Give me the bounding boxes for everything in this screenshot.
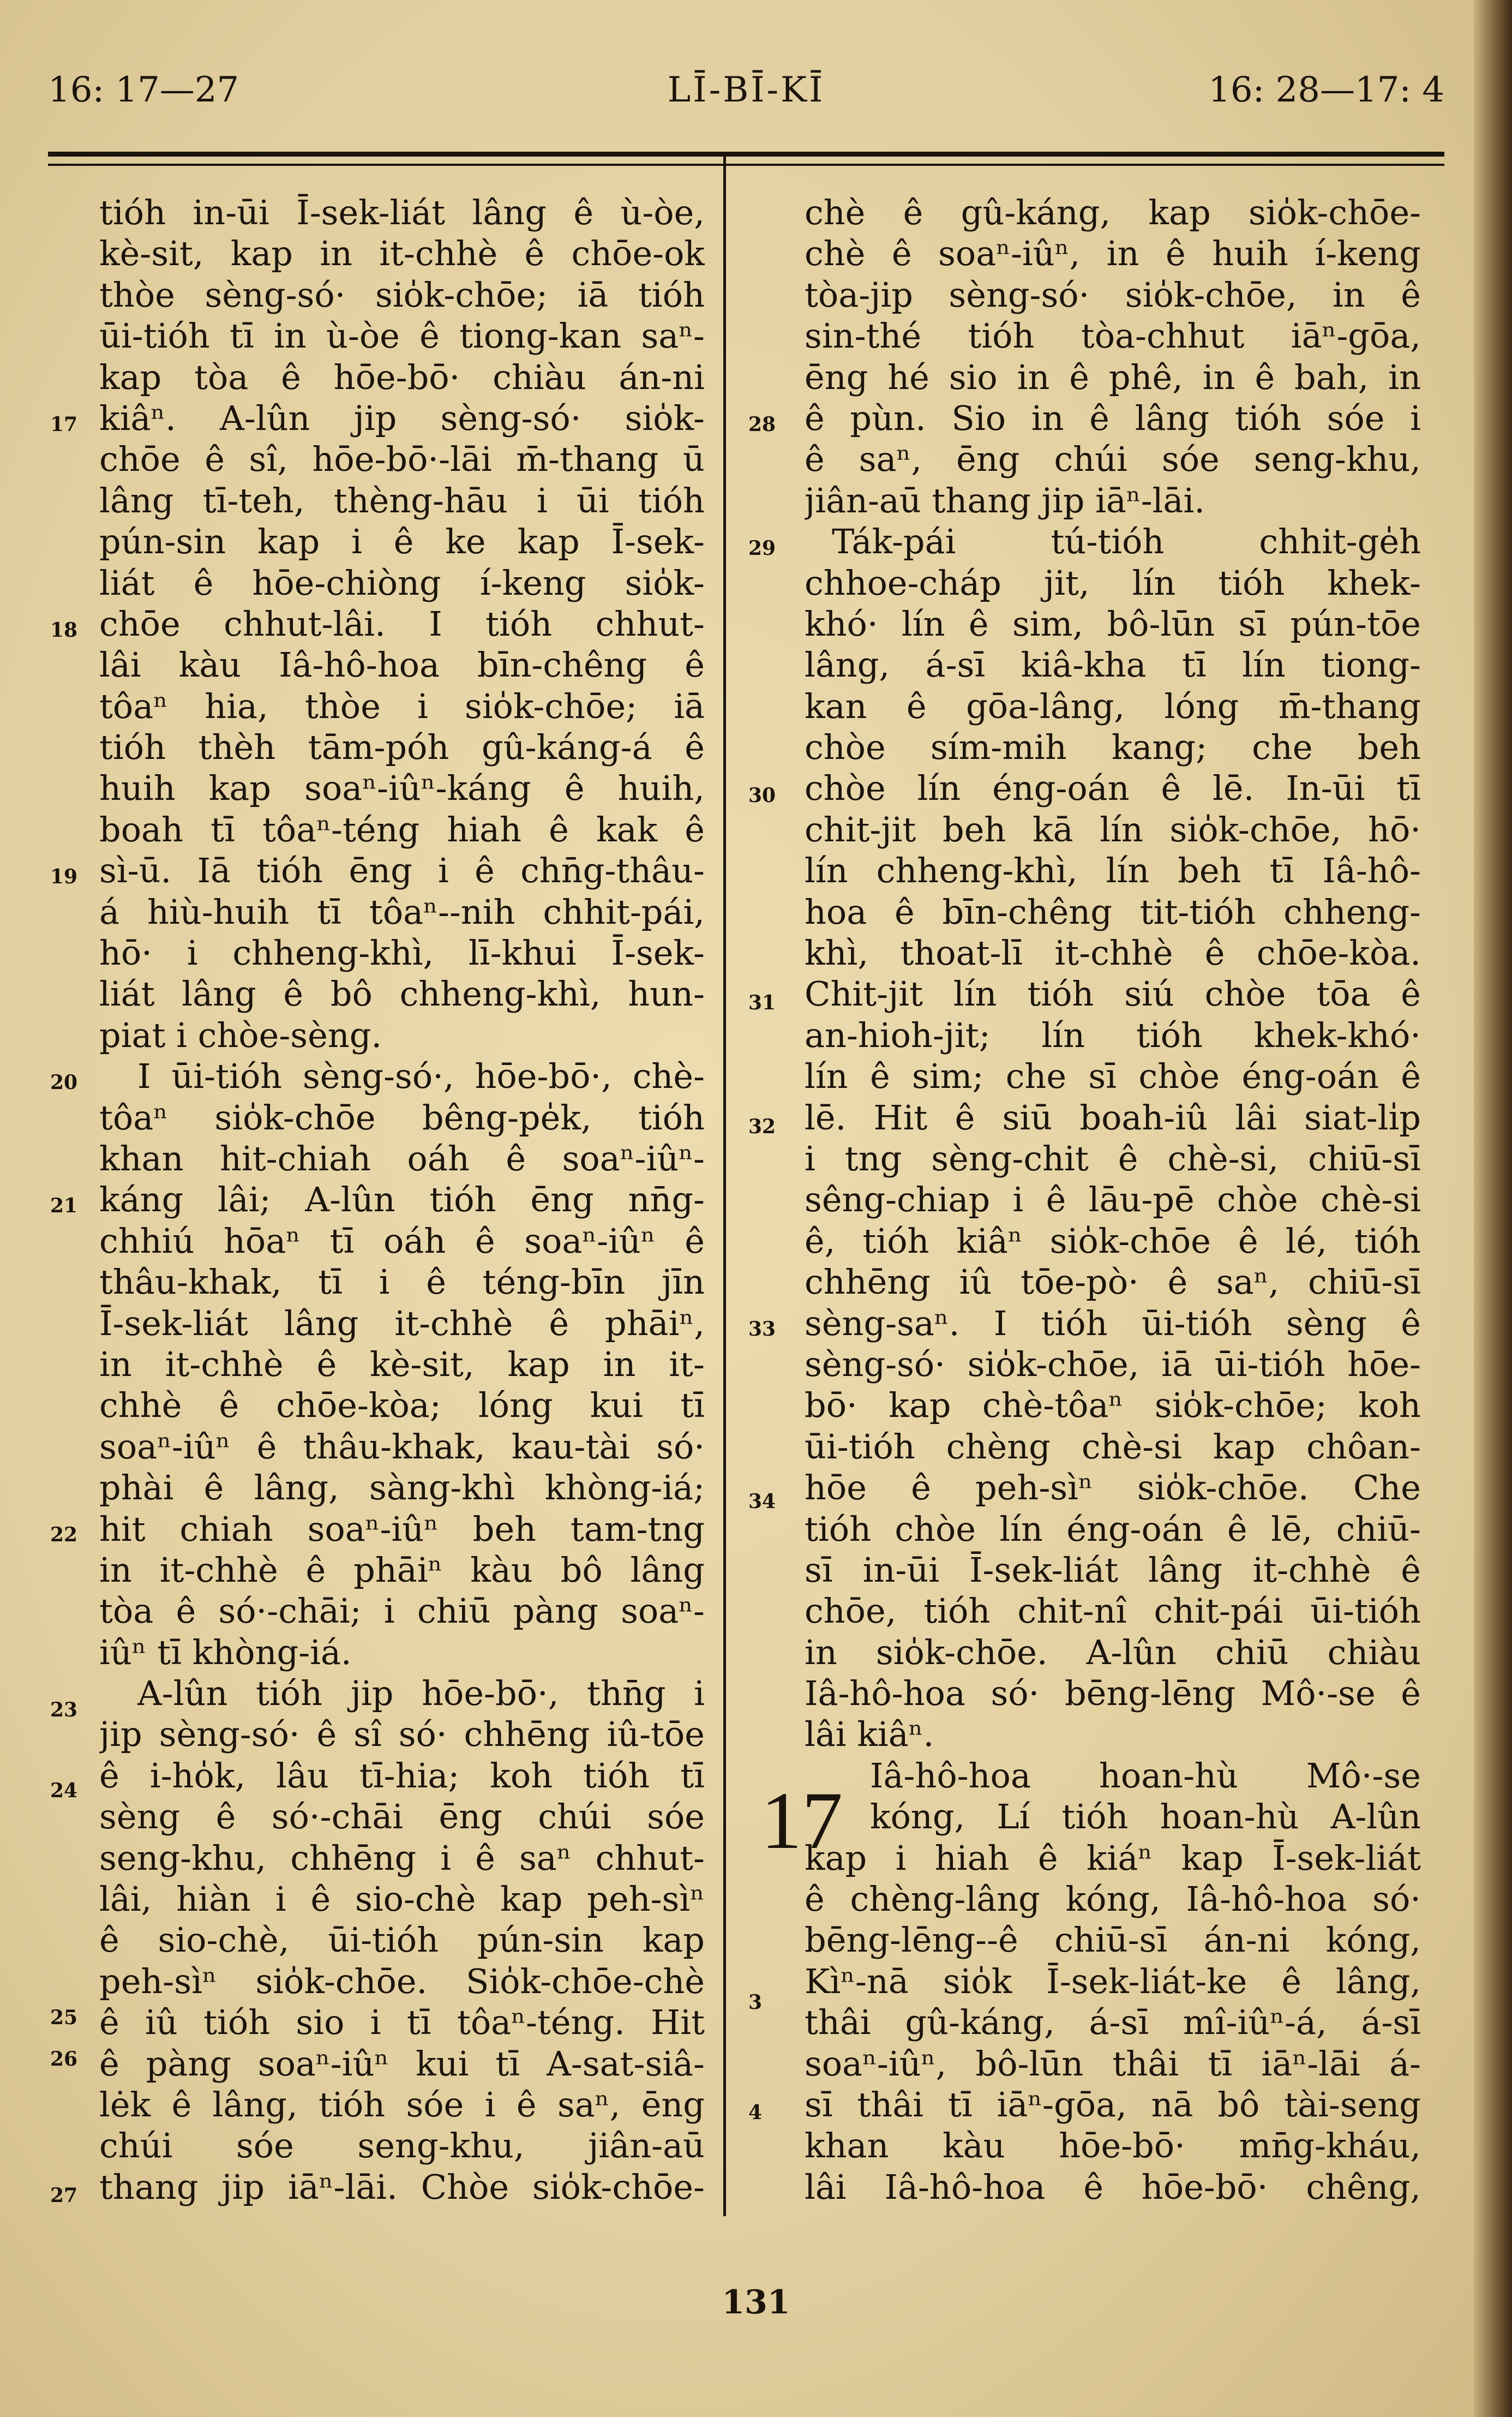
text-line: kap tòa ê hōe-bō· chiàu án-ni <box>99 357 705 397</box>
column-divider <box>723 154 726 2216</box>
verse-number: 31 <box>748 991 776 1014</box>
text-line: ê, tióh kiâⁿ sio̍k-chōe ê lé, tióh <box>805 1221 1421 1261</box>
text-line: lâi kàu Iâ-hô-hoa bīn-chêng ê <box>99 645 705 685</box>
text-line: khì, thoat-lī it-chhè ê chōe-kòa. <box>805 933 1421 973</box>
text-line: in it-chhè ê kè-sit, kap in it- <box>99 1344 705 1384</box>
text-line: ēng hé sio in ê phê, in ê bah, in <box>805 357 1421 397</box>
verse-number: 4 <box>748 2101 763 2124</box>
text-line: ūi-tióh chèng chè-si kap chôan- <box>805 1426 1421 1467</box>
text-line: lâng tī-teh, thèng-hāu i ūi tióh <box>99 480 705 521</box>
verse-number: 25 <box>50 2006 78 2029</box>
text-line: boah tī tôaⁿ-téng hiah ê kak ê <box>99 809 705 849</box>
text-line: ê chèng-lâng kóng, Iâ-hô-hoa só· <box>805 1879 1421 1919</box>
text-line: ê sio-chè, ūi-tióh pún-sin kap <box>99 1920 705 1960</box>
text-line: á hiù-huih tī tôaⁿ--nih chhit-pái, <box>99 892 705 932</box>
text-line: in sio̍k-chōe. A-lûn chiū chiàu <box>805 1632 1421 1672</box>
verse-number: 27 <box>50 2184 78 2207</box>
text-line: phài ê lâng, sàng-khì khòng-iá; <box>99 1468 705 1508</box>
text-line: thâu-khak, tī i ê téng-bīn jīn <box>99 1262 705 1302</box>
text-line: thang jip iāⁿ-lāi. Chòe sio̍k-chōe- <box>99 2167 705 2207</box>
text-line: kiâⁿ. A-lûn jip sèng-só· sio̍k- <box>99 398 705 438</box>
text-line: liát lâng ê bô chheng-khì, hun- <box>99 974 705 1014</box>
text-line: káng lâi; A-lûn tióh ēng nn̄g- <box>99 1180 705 1220</box>
text-line: Iâ-hô-hoa só· bēng-lēng Mô·-se ê <box>805 1673 1421 1714</box>
text-line: sī thâi tī iāⁿ-gōa, nā bô tài-seng <box>805 2084 1421 2125</box>
text-line: chhè ê chōe-kòa; lóng kui tī <box>99 1385 705 1426</box>
text-line: hoa ê bīn-chêng tit-tióh chheng- <box>805 892 1421 932</box>
text-line: tióh thèh tām-póh gû-káng-á ê <box>99 727 705 768</box>
text-line: soaⁿ-iûⁿ, bô-lūn thâi tī iāⁿ-lāi á- <box>805 2043 1421 2084</box>
text-line: lėk ê lâng, tióh sóe i ê saⁿ, ēng <box>99 2084 705 2125</box>
text-line: ūi-tióh tī in ù-òe ê tiong-kan saⁿ- <box>99 316 705 356</box>
text-line: chúi sóe seng-khu, jiân-aū <box>99 2126 705 2166</box>
verse-number: 22 <box>50 1523 78 1546</box>
text-line: seng-khu, chhēng i ê saⁿ chhut- <box>99 1838 705 1878</box>
text-line: ê pàng soaⁿ-iûⁿ kui tī A-sat-siâ- <box>99 2043 705 2084</box>
text-line: thòe sèng-só· sio̍k-chōe; iā tióh <box>99 274 705 315</box>
header-rule-thin <box>48 164 1444 166</box>
text-line: tòa-jip sèng-só· sio̍k-chōe, in ê <box>805 274 1421 315</box>
text-line: in it-chhè ê phāiⁿ kàu bô lâng <box>99 1549 705 1590</box>
text-line: chòe sím-mih kang; che beh <box>805 727 1421 768</box>
text-line: lín chheng-khì, lín beh tī Iâ-hô- <box>805 851 1421 891</box>
text-line: hō· i chheng-khì, lī-khui Ī-sek- <box>99 933 705 973</box>
right-text-column <box>805 192 1421 2222</box>
text-line: ê saⁿ, ēng chúi sóe seng-khu, <box>805 439 1421 480</box>
text-line: lín ê sim; che sī chòe éng-oán ê <box>805 1056 1421 1097</box>
running-header <box>48 65 1444 115</box>
header-book-title: LĪ-BĪ-KĪ <box>667 70 825 110</box>
text-line: Ī-sek-liát lâng it-chhè ê phāiⁿ, <box>99 1303 705 1343</box>
text-line: thâi gû-káng, á-sī mî-iûⁿ-á, á-sī <box>805 2002 1421 2043</box>
text-line: sêng-chiap i ê lāu-pē chòe chè-si <box>805 1180 1421 1220</box>
text-line: tióh chòe lín éng-oán ê lē, chiū- <box>805 1509 1421 1549</box>
text-line: sin-thé tióh tòa-chhut iāⁿ-gōa, <box>805 316 1421 356</box>
text-line: kè-sit, kap in it-chhè ê chōe-ok <box>99 234 705 274</box>
text-line: hōe ê peh-sìⁿ sio̍k-chōe. Che <box>805 1468 1421 1508</box>
text-line: Iâ-hô-hoa hoan-hù Mô·-se <box>870 1755 1421 1796</box>
verse-number: 29 <box>748 537 776 560</box>
left-text-column <box>99 192 705 2222</box>
verse-number: 23 <box>50 1698 78 1721</box>
verse-number: 30 <box>748 784 776 807</box>
text-line: huih kap soaⁿ-iûⁿ-káng ê huih, <box>99 768 705 809</box>
text-line: ê i-ho̍k, lâu tī-hia; koh tióh tī <box>99 1755 705 1796</box>
text-line: tôaⁿ sio̍k-chōe bêng-pe̍k, tióh <box>99 1097 705 1138</box>
header-rule-thick <box>48 152 1444 157</box>
text-line: lâi Iâ-hô-hoa ê hōe-bō· chêng, <box>805 2167 1421 2207</box>
chapter-number: 17 <box>761 1775 843 1866</box>
text-line: tióh in-ūi Ī-sek-liát lâng ê ù-òe, <box>99 193 705 232</box>
text-line: chit-jit beh kā lín sio̍k-chōe, hō· <box>805 809 1421 849</box>
text-line: ê pùn. Sio in ê lâng tióh sóe i <box>805 398 1421 438</box>
text-line: chòe lín éng-oán ê lē. In-ūi tī <box>805 768 1421 809</box>
text-line: chè ê gû-káng, kap sio̍k-chōe- <box>805 193 1421 232</box>
text-line: chōe, tióh chit-nî chit-pái ūi-tióh <box>805 1591 1421 1631</box>
text-line: chōe ê sî, hōe-bō·-lāi m̄-thang ū <box>99 439 705 480</box>
text-line: chhiú hōaⁿ tī oáh ê soaⁿ-iûⁿ ê <box>99 1221 705 1261</box>
verse-number: 33 <box>748 1318 776 1341</box>
verse-number: 24 <box>50 1779 78 1802</box>
header-right-reference: 16: 28—17: 4 <box>1208 70 1444 110</box>
text-line: kóng, Lí tióh hoan-hù A-lûn <box>870 1797 1421 1837</box>
text-line: pún-sin kap i ê ke kap Ī-sek- <box>99 522 705 562</box>
text-line: lâng, á-sī kiâ-kha tī lín tiong- <box>805 645 1421 685</box>
text-line: piat i chòe-sèng. <box>99 1015 382 1055</box>
text-line: an-hioh-jit; lín tióh khek-khó· <box>805 1015 1421 1055</box>
verse-number: 3 <box>748 1991 763 2014</box>
text-line: sèng-saⁿ. I tióh ūi-tióh sèng ê <box>805 1303 1421 1343</box>
text-line: lâi, hiàn i ê sio-chè kap peh-sìⁿ <box>99 1879 705 1919</box>
text-line: Kìⁿ-nā sio̍k Ī-sek-liát-ke ê lâng, <box>805 1961 1421 2001</box>
verse-number: 17 <box>50 413 78 436</box>
header-left-reference: 16: 17—27 <box>48 70 239 110</box>
text-line: chhēng iû tōe-pò· ê saⁿ, chiū-sī <box>805 1262 1421 1302</box>
text-line: I ūi-tióh sèng-só·, hōe-bō·, chè- <box>137 1056 705 1097</box>
text-line: sì-ū. Iā tióh ēng i ê chn̄g-thâu- <box>99 851 705 891</box>
text-line: tôaⁿ hia, thòe i sio̍k-chōe; iā <box>99 686 705 726</box>
verse-number: 26 <box>50 2048 78 2071</box>
text-line: soaⁿ-iûⁿ ê thâu-khak, kau-tài só· <box>99 1426 705 1467</box>
text-line: kan ê gōa-lâng, lóng m̄-thang <box>805 686 1421 726</box>
verse-number: 19 <box>50 865 78 888</box>
text-line: khan kàu hōe-bō· mn̄g-kháu, <box>805 2126 1421 2166</box>
text-line: khan hit-chiah oáh ê soaⁿ-iûⁿ- <box>99 1138 705 1178</box>
text-line: jip sèng-só· ê sî só· chhēng iû-tōe <box>99 1714 705 1755</box>
text-line: hit chiah soaⁿ-iûⁿ beh tam-tng <box>99 1509 705 1549</box>
text-line: khó· lín ê sim, bô-lūn sī pún-tōe <box>805 603 1421 644</box>
book-spine-edge <box>1474 0 1512 2417</box>
verse-number: 32 <box>748 1115 776 1138</box>
text-line: Ták-pái tú-tióh chhit-ge̍h <box>832 522 1421 562</box>
verse-number: 18 <box>50 619 78 642</box>
text-line: chōe chhut-lâi. I tióh chhut- <box>99 603 705 644</box>
text-line: chhoe-cháp jit, lín tióh khek- <box>805 563 1421 603</box>
text-line: chè ê soaⁿ-iûⁿ, in ê huih í-keng <box>805 234 1421 274</box>
text-line: ê iû tióh sio i tī tôaⁿ-téng. Hit <box>99 2002 705 2043</box>
text-line: sèng ê só·-chāi ēng chúi sóe <box>99 1797 705 1837</box>
page-number: 131 <box>722 2283 790 2322</box>
text-line: bēng-lēng--ê chiū-sī án-ni kóng, <box>805 1920 1421 1960</box>
text-line: sī in-ūi Ī-sek-liát lâng it-chhè ê <box>805 1549 1421 1590</box>
verse-number: 28 <box>748 413 776 436</box>
verse-number: 34 <box>748 1490 776 1513</box>
text-line: jiân-aū thang jip iāⁿ-lāi. <box>805 480 1205 521</box>
text-line: liát ê hōe-chiòng í-keng sio̍k- <box>99 563 705 603</box>
text-line: kap i hiah ê kiáⁿ kap Ī-sek-liát <box>805 1838 1421 1878</box>
text-line: A-lûn tióh jip hōe-bō·, thn̄g i <box>137 1673 705 1714</box>
text-line: sèng-só· sio̍k-chōe, iā ūi-tióh hōe- <box>805 1344 1421 1384</box>
text-line: bō· kap chè-tôaⁿ sio̍k-chōe; koh <box>805 1385 1421 1426</box>
text-line: iûⁿ tī khòng-iá. <box>99 1632 352 1672</box>
text-line: peh-sìⁿ sio̍k-chōe. Sio̍k-chōe-chè <box>99 1961 705 2001</box>
verse-number: 21 <box>50 1194 78 1217</box>
text-line: lâi kiâⁿ. <box>805 1714 934 1755</box>
verse-number: 20 <box>50 1071 78 1094</box>
text-line: lē. Hit ê siū boah-iû lâi siat-li̍p <box>805 1097 1421 1138</box>
text-line: Chit-jit lín tióh siú chòe tōa ê <box>805 974 1421 1014</box>
text-line: i tng sèng-chit ê chè-si, chiū-sī <box>805 1138 1421 1178</box>
text-line: tòa ê só·-chāi; i chiū pàng soaⁿ- <box>99 1591 705 1631</box>
